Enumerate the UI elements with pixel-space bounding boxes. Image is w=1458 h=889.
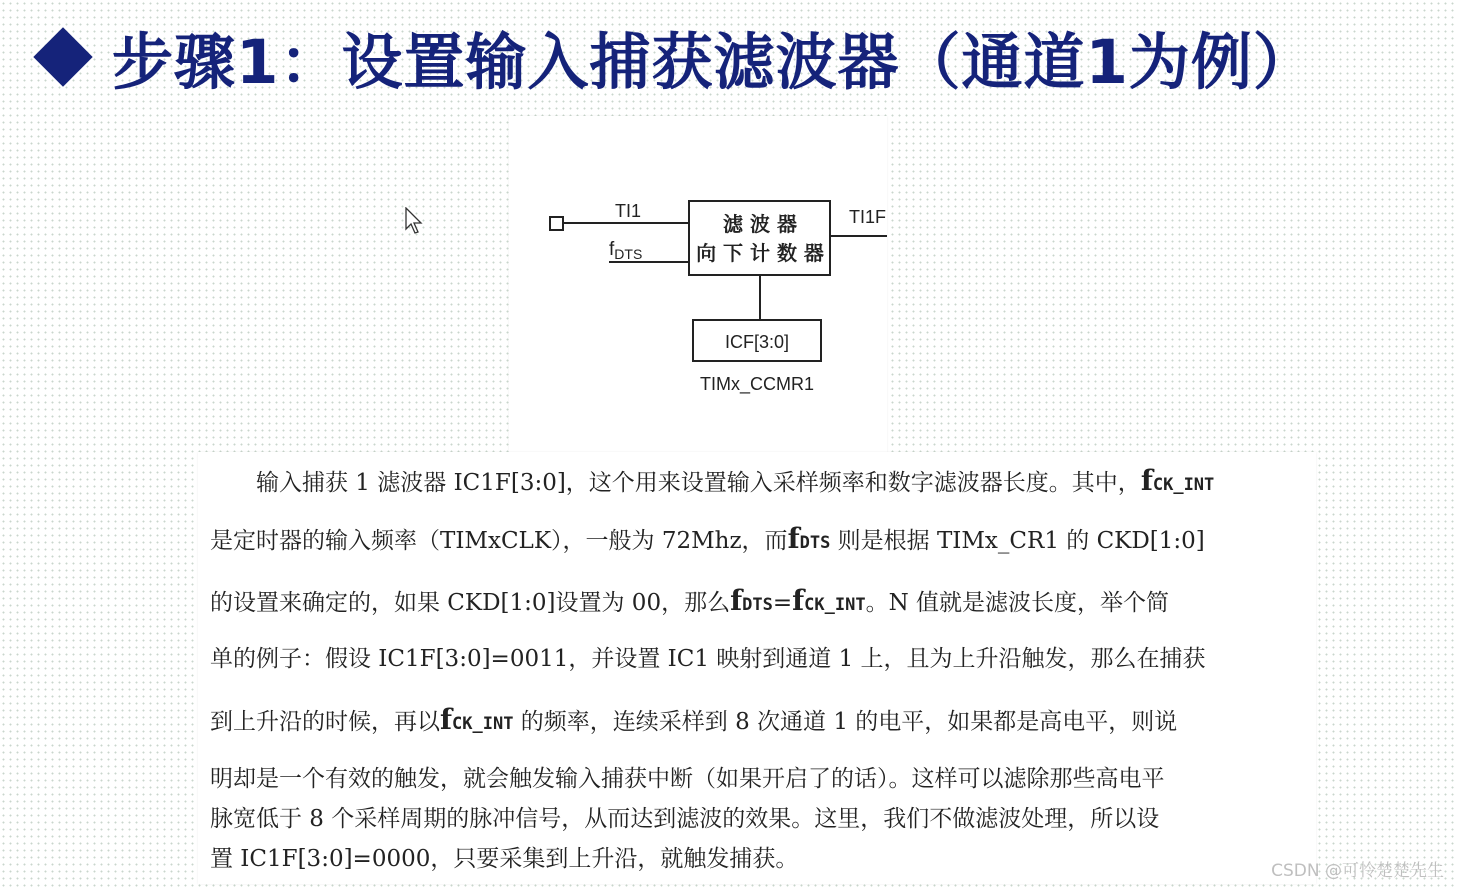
text-segment: 置 IC1F[3:0]=0000，只要采集到上升沿，就触发捕获。 (210, 846, 799, 872)
formula-subscript: DTS (799, 533, 831, 553)
diamond-bullet-icon (33, 27, 92, 86)
slide-title-bar (32, 14, 1315, 100)
text-segment: 的设置来确定的，如果 CKD[1:0]设置为 00，那么 (210, 590, 731, 616)
text-line (210, 844, 1310, 874)
text-line (210, 524, 1310, 558)
mouse-pointer-icon (404, 207, 426, 237)
ti1f-label: TI1F (849, 207, 887, 227)
filter-label: 滤 波 器 (723, 212, 797, 236)
text-segment: 的频率，连续采样到 8 次通道 1 的电平，如果都是高电平，则说 (513, 709, 1178, 735)
ti1-label: TI1 (615, 201, 642, 221)
formula-subscript: DTS (742, 595, 773, 615)
text-segment: 是定时器的输入频率（TIMxCLK），一般为 72Mhz，而 (210, 528, 788, 554)
text-segment: 。N 值就是滤波长度，举个简 (865, 590, 1170, 616)
formula-subscript: CK_INT (1152, 475, 1215, 495)
text-line (210, 705, 1310, 739)
formula-symbol: f (792, 584, 805, 617)
filter-diagram-svg (509, 116, 887, 454)
explanation-text-panel (198, 452, 1316, 884)
text-segment: 到上升沿的时候，再以 (210, 709, 440, 735)
text-segment: 单的例子：假设 IC1F[3:0]=0011，并设置 IC1 映射到通道 1 上，且为上升沿触发，那么在捕获 (210, 646, 1206, 672)
text-segment: 明却是一个有效的触发，就会触发输入捕获中断（如果开启了的话）。这样可以滤除那些高电平 (210, 766, 1165, 792)
formula-symbol: f (1140, 464, 1153, 497)
fdts-label: $f_{DTS}$ (609, 239, 643, 262)
formula-subscript: CK_INT (452, 714, 514, 734)
down-counter-label: 向 下 计 数 器 (696, 241, 824, 265)
text-line (210, 764, 1310, 794)
formula-subscript: CK_INT (804, 595, 866, 615)
formula-symbol: f (440, 703, 453, 736)
text-line (210, 644, 1310, 674)
input-pin (550, 217, 563, 230)
slide-title: 步骤1：设置输入捕获滤波器（通道1为例） (112, 26, 1315, 98)
text-segment: = (772, 590, 793, 616)
text-line (210, 586, 1310, 620)
ccmr1-register-name: TIMx_CCMR1 (699, 374, 815, 394)
text-segment: 脉宽低于 8 个采样周期的脉冲信号，从而达到滤波的效果。这里，我们不做滤波处理，所以设 (210, 806, 1160, 832)
text-segment: 则是根据 TIMx_CR1 的 CKD[1:0] (830, 528, 1205, 554)
text-line (210, 466, 1310, 500)
text-segment: 输入捕获 1 滤波器 IC1F[3:0]，这个用来设置输入采样频率和数字滤波器长度。其中， (210, 470, 1141, 496)
csdn-watermark: CSDN @可怜楚楚先生 (1271, 861, 1444, 881)
formula-symbol: f (787, 522, 800, 555)
text-line (210, 804, 1310, 834)
formula-symbol: f (730, 584, 743, 617)
icf-register-label: ICF[3:0] (724, 332, 790, 352)
filter-diagram (509, 116, 887, 454)
